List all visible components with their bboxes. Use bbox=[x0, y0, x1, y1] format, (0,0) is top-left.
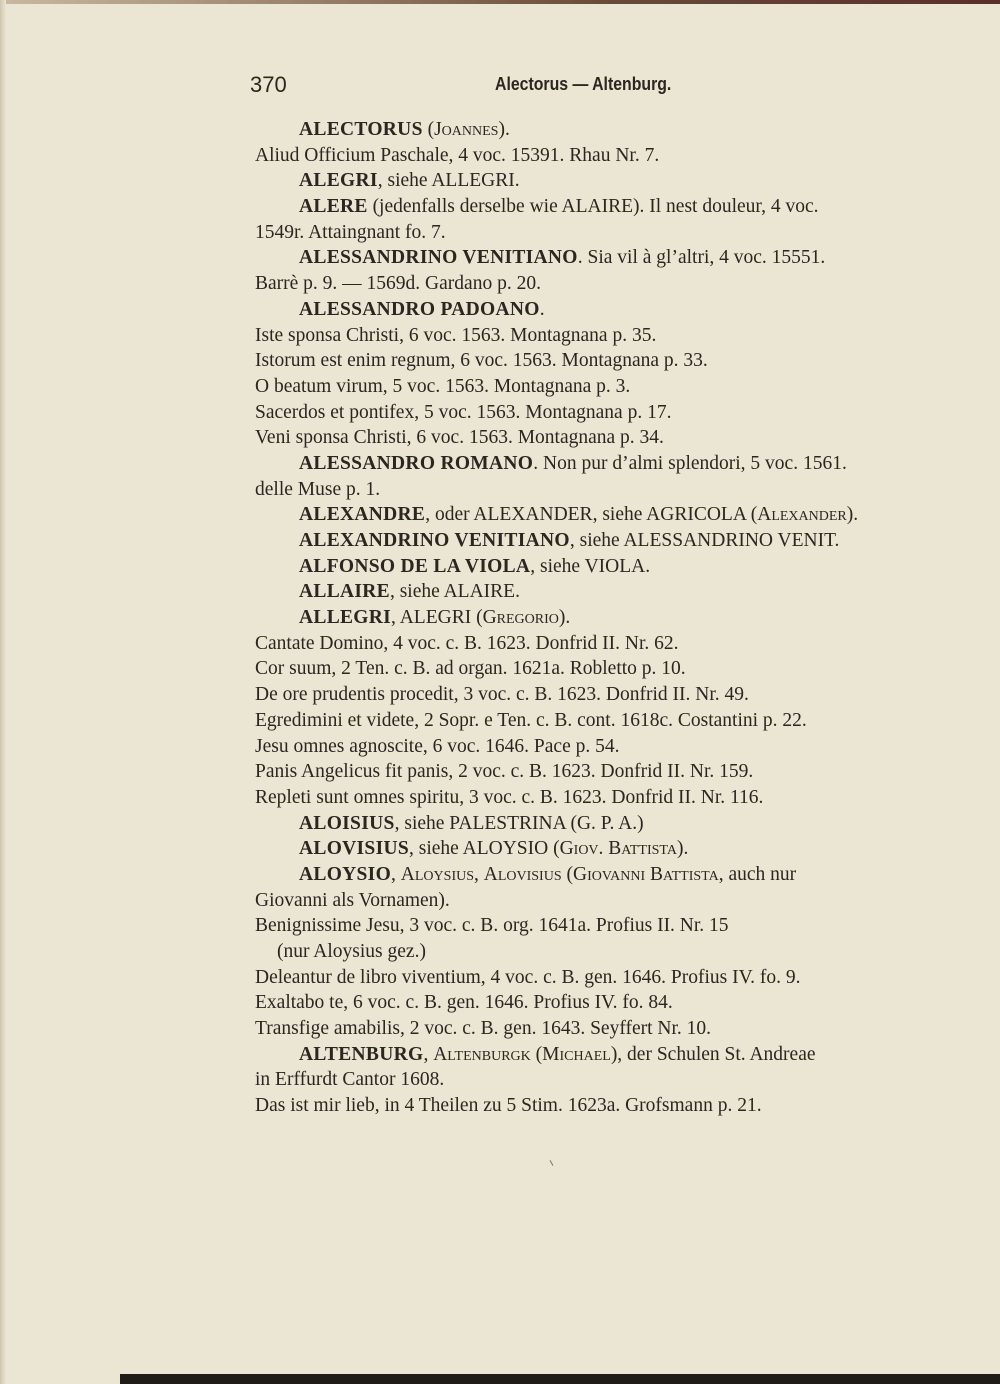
text-run: Repleti sunt omnes spiritu, 3 voc. c. B. 1623. Donfrid II. Nr. 116. bbox=[255, 786, 764, 808]
text-run: Panis Angelicus fit panis, 2 voc. c. B. 1623. Donfrid II. Nr. 159. bbox=[255, 761, 754, 783]
small-caps-text: Aloysius bbox=[400, 863, 474, 885]
entry-heading-line bbox=[255, 811, 920, 837]
text-run: , siehe ALLEGRI. bbox=[377, 170, 520, 192]
text-run: . Sia vil à gl’altri, 4 voc. 15551. bbox=[577, 247, 826, 269]
entry-heading-line bbox=[255, 451, 920, 477]
text-run: , bbox=[474, 863, 484, 885]
page-number: 370 bbox=[250, 72, 287, 97]
entry-name: ALOVISIUS bbox=[299, 838, 409, 860]
entry-text-line bbox=[255, 708, 920, 734]
text-run: Cor suum, 2 Ten. c. B. ad organ. 1621a. Robletto p. 10. bbox=[255, 658, 686, 680]
text-run: , bbox=[423, 1043, 434, 1065]
entry-text-line bbox=[255, 990, 920, 1016]
entry-name: ALECTORUS bbox=[299, 119, 423, 140]
entry-heading-line bbox=[255, 528, 920, 554]
text-run: (jedenfalls derselbe wie ALAIRE). Il nest douleur, 4 voc. bbox=[367, 196, 819, 218]
entry-name: ALESSANDRO ROMANO bbox=[299, 452, 534, 474]
text-run: , siehe PALESTRINA (G. P. A.) bbox=[394, 812, 644, 834]
text-run: (nur Aloysius gez.) bbox=[277, 941, 426, 962]
text-run: . bbox=[539, 298, 545, 320]
text-run: Jesu omnes agnoscite, 6 voc. 1646. Pace p. 54. bbox=[255, 735, 620, 757]
small-caps-text: Altenburgk bbox=[433, 1043, 531, 1065]
text-block bbox=[255, 117, 920, 1119]
text-run: ). bbox=[676, 838, 689, 860]
text-run: , siehe ALAIRE. bbox=[389, 581, 520, 603]
entry-text-line bbox=[255, 143, 920, 169]
entry-text-line bbox=[255, 323, 920, 349]
entry-heading-line bbox=[255, 502, 920, 528]
small-caps-text: Alexander bbox=[757, 504, 847, 526]
entry-name: ALTENBURG bbox=[299, 1043, 424, 1065]
entry-name: ALEXANDRE bbox=[299, 504, 426, 526]
text-run: Exaltabo te, 6 voc. c. B. gen. 1646. Profius IV. fo. 84. bbox=[255, 992, 673, 1014]
entry-text-line bbox=[255, 1093, 920, 1119]
text-run: ). bbox=[846, 504, 859, 526]
entry-text-line bbox=[255, 656, 920, 682]
entry-text-line bbox=[255, 271, 920, 297]
entry-heading-line bbox=[255, 579, 920, 605]
entry-name: ALESSANDRINO VENITIANO bbox=[299, 247, 578, 269]
text-run: , ALEGRI ( bbox=[391, 607, 483, 629]
text-run: , siehe ALESSANDRINO VENIT. bbox=[569, 530, 840, 551]
entry-text-line bbox=[255, 1016, 920, 1042]
entry-name: ALOISIUS bbox=[299, 812, 395, 834]
entry-name: ALERE bbox=[299, 196, 368, 218]
text-run: Egredimini et videte, 2 Sopr. e Ten. c. B. cont. 1618c. Costantini p. 22. bbox=[255, 709, 807, 731]
text-run: Aliud Officium Paschale, 4 voc. 15391. Rhau Nr. 7. bbox=[255, 144, 660, 166]
scan-edge-left bbox=[0, 0, 6, 1384]
entry-heading-line bbox=[255, 605, 920, 631]
entry-name: ALLAIRE bbox=[299, 581, 390, 603]
entry-text-line bbox=[255, 888, 920, 914]
entry-name: ALFONSO DE LA VIOLA bbox=[299, 555, 531, 577]
entry-text-line bbox=[255, 374, 920, 400]
text-run: ( bbox=[561, 863, 573, 885]
text-run: ), der Schulen St. Andreae bbox=[610, 1043, 816, 1065]
scan-edge-bottom bbox=[120, 1374, 1000, 1384]
entry-text-line bbox=[255, 965, 920, 991]
text-run: O beatum virum, 5 voc. 1563. Montagnana p. 3. bbox=[255, 375, 631, 397]
entry-text-line bbox=[255, 425, 920, 451]
entry-heading-line bbox=[255, 117, 920, 143]
stray-mark bbox=[550, 1160, 554, 1166]
text-run: , auch nur bbox=[718, 863, 797, 885]
text-run: De ore prudentis procedit, 3 voc. c. B. 1623. Donfrid II. Nr. 49. bbox=[255, 684, 749, 706]
entry-text-line bbox=[255, 220, 920, 246]
scan-edge-top bbox=[0, 0, 1000, 4]
entry-text-line bbox=[255, 400, 920, 426]
small-caps-text: Joannes bbox=[434, 119, 499, 140]
text-run: ( bbox=[530, 1043, 543, 1065]
text-run: delle Muse p. 1. bbox=[255, 478, 381, 500]
text-run: Istorum est enim regnum, 6 voc. 1563. Montagnana p. 33. bbox=[255, 350, 708, 372]
text-run: Deleantur de libro viventium, 4 voc. c. B. gen. 1646. Profius IV. fo. 9. bbox=[255, 966, 801, 988]
entry-heading-line bbox=[255, 554, 920, 580]
entry-heading-line bbox=[255, 862, 920, 888]
text-run: ). bbox=[558, 607, 571, 629]
text-run: Giovanni als Vornamen). bbox=[255, 889, 450, 911]
text-run: Cantate Domino, 4 voc. c. B. 1623. Donfrid II. Nr. 62. bbox=[255, 632, 679, 654]
entry-name: ALEGRI bbox=[299, 170, 378, 192]
entry-text-line bbox=[255, 759, 920, 785]
entry-text-line bbox=[255, 939, 920, 965]
entry-heading-line bbox=[255, 1042, 920, 1068]
page-header bbox=[250, 72, 920, 102]
entry-text-line bbox=[255, 734, 920, 760]
small-caps-text: Gregorio bbox=[482, 607, 559, 629]
text-run: ( bbox=[422, 119, 435, 140]
small-caps-text: Giovanni Battista bbox=[573, 863, 719, 885]
small-caps-text: Michael bbox=[542, 1043, 611, 1065]
entry-name: ALLEGRI bbox=[299, 607, 392, 629]
entry-text-line bbox=[255, 682, 920, 708]
entry-heading-line bbox=[255, 245, 920, 271]
text-run: ). bbox=[498, 119, 510, 140]
small-caps-text: Alovisius bbox=[483, 863, 562, 885]
text-run: Sacerdos et pontifex, 5 voc. 1563. Montagnana p. 17. bbox=[255, 401, 672, 423]
text-run: in Erffurdt Cantor 1608. bbox=[255, 1069, 445, 1091]
text-run: Das ist mir lieb, in 4 Theilen zu 5 Stim. 1623a. Grofsmann p. 21. bbox=[255, 1095, 762, 1117]
entry-text-line bbox=[255, 631, 920, 657]
text-run: Iste sponsa Christi, 6 voc. 1563. Montagnana p. 35. bbox=[255, 324, 657, 346]
entry-text-line bbox=[255, 477, 920, 503]
entry-heading-line bbox=[255, 836, 920, 862]
text-run: , bbox=[391, 863, 401, 885]
entry-text-line bbox=[255, 913, 920, 939]
entry-text-line bbox=[255, 348, 920, 374]
entry-text-line bbox=[255, 785, 920, 811]
entry-name: ALESSANDRO PADOANO bbox=[299, 298, 540, 320]
entry-name: ALOYSIO bbox=[299, 863, 392, 885]
entry-name: ALEXANDRINO VENITIANO bbox=[299, 530, 570, 551]
text-run: , oder ALEXANDER, siehe AGRICOLA ( bbox=[425, 504, 758, 526]
text-run: , siehe ALOYSIO ( bbox=[409, 838, 560, 860]
running-head: Alectorus — Altenburg. bbox=[495, 74, 672, 94]
text-run: Benignissime Jesu, 3 voc. c. B. org. 1641a. Profius II. Nr. 15 bbox=[255, 915, 729, 937]
text-run: Barrè p. 9. — 1569d. Gardano p. 20. bbox=[255, 273, 541, 295]
text-run: 1549r. Attaingnant fo. 7. bbox=[255, 221, 446, 243]
text-run: Veni sponsa Christi, 6 voc. 1563. Montagnana p. 34. bbox=[255, 427, 664, 449]
entry-heading-line bbox=[255, 168, 920, 194]
entry-text-line bbox=[255, 1067, 920, 1093]
entry-heading-line bbox=[255, 297, 920, 323]
text-run: , siehe VIOLA. bbox=[530, 555, 651, 577]
small-caps-text: Giov. Battista bbox=[559, 838, 677, 860]
text-run: . Non pur d’almi splendori, 5 voc. 1561. bbox=[533, 452, 847, 474]
entry-heading-line bbox=[255, 194, 920, 220]
text-run: Transfige amabilis, 2 voc. c. B. gen. 1643. Seyffert Nr. 10. bbox=[255, 1018, 712, 1040]
